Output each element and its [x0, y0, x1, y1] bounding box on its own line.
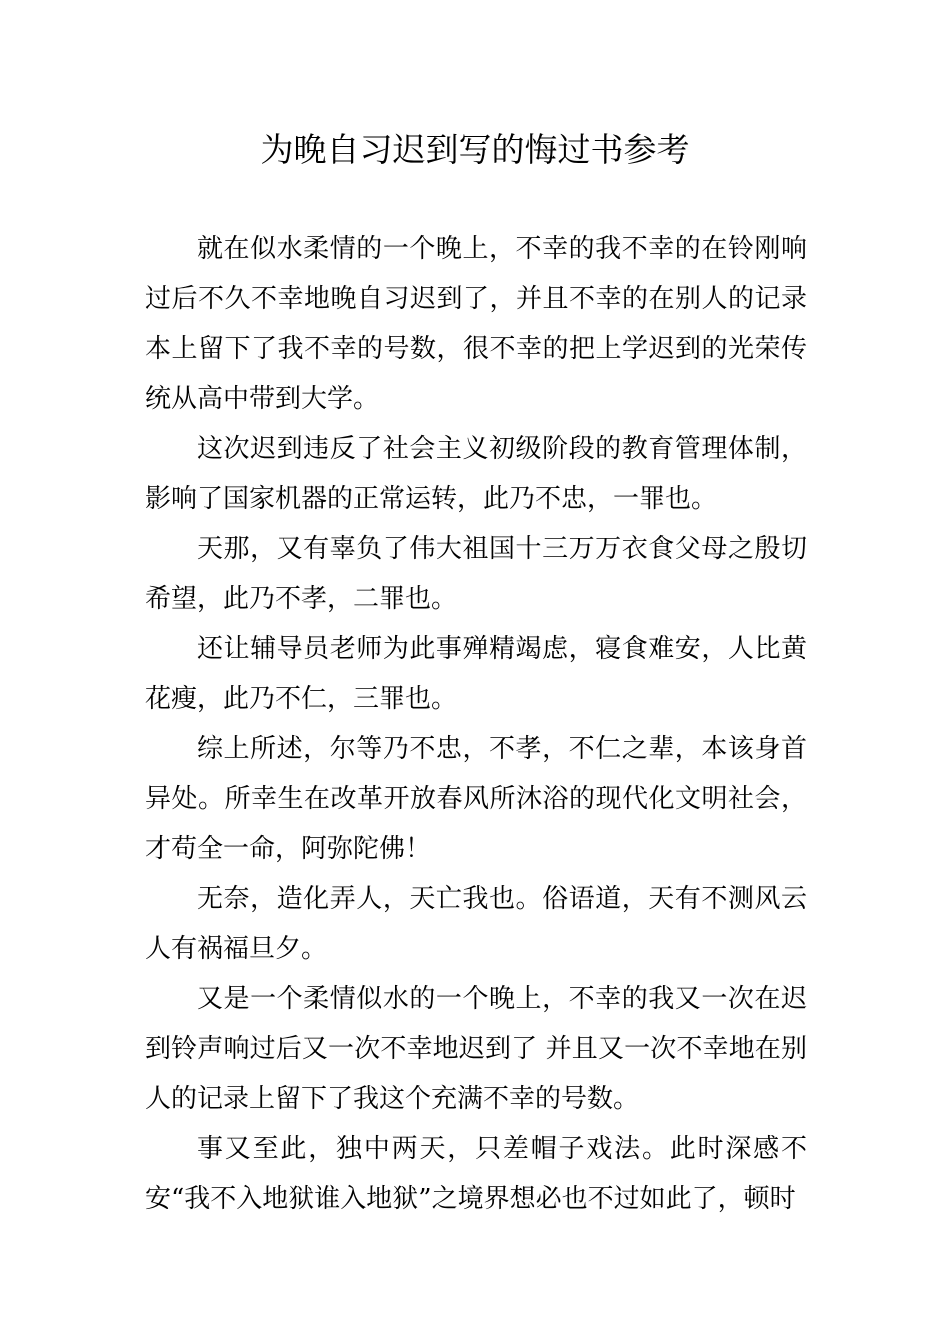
paragraph: 综上所述，尔等乃不忠，不孝，不仁之辈，本该身首异处。所幸生在改革开放春风所沐浴的现代化文明社会，才苟全一命，阿弥陀佛！ [145, 734, 807, 864]
paragraph: 无奈，造化弄人，天亡我也。俗语道，天有不测风云人有祸福旦夕。 [145, 884, 807, 964]
paragraph: 又是一个柔情似水的一个晚上，不幸的我又一次在迟到铃声响过后又一次不幸地迟到了 并且又一次不幸地在别人的记录上留下了我这个充满不幸的号数。 [145, 984, 807, 1114]
document-title: 为晚自习迟到写的悔过书参考 [260, 130, 690, 169]
paragraph: 这次迟到违反了社会主义初级阶段的教育管理体制，影响了国家机器的正常运转，此乃不忠，一罪也。 [145, 434, 807, 514]
paragraph: 天那，又有辜负了伟大祖国十三万万衣食父母之殷切希望，此乃不孝，二罪也。 [145, 534, 807, 614]
paragraph: 还让辅导员老师为此事殚精竭虑，寝食难安，人比黄花瘦，此乃不仁，三罪也。 [145, 634, 807, 714]
paragraph: 事又至此，独中两天，只差帽子戏法。此时深感不安“我不入地狱谁入地狱”之境界想必也不过如此了，顿时 [145, 1134, 807, 1214]
document-body [145, 224, 807, 1224]
paragraph: 就在似水柔情的一个晚上，不幸的我不幸的在铃刚响过后不久不幸地晚自习迟到了，并且不幸的在别人的记录本上留下了我不幸的号数，很不幸的把上学迟到的光荣传统从高中带到大学。 [145, 234, 807, 414]
